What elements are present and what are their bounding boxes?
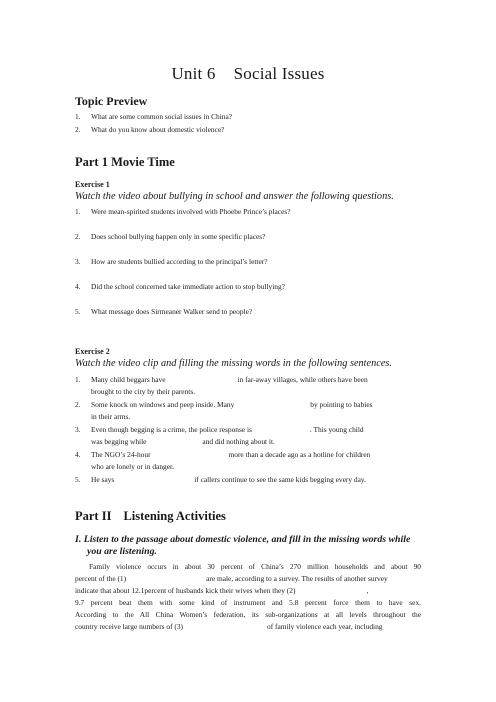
unit-topic: Social Issues: [233, 64, 325, 83]
section1-instruction: I. Listen to the passage about domestic violence, and fill in the missing words while you are listening.: [75, 534, 411, 557]
exercise2-instruction: Watch the video clip and filling the missing words in the following sentences.: [75, 358, 392, 369]
topic-preview-heading: Topic Preview: [75, 94, 148, 108]
document-page: Unit 6 Social Issues Topic Preview 1. What are some common social issues in China? 2. What do you know about domestic violence? Part 1 Movie Time Exercise 1 Watch the video about bullying in school and answer the following questions. 1. Were mean-spirited students involved with Phoebe Prince’s places? 2. Does school bullying happen only in some specific places? 3. How are students bullied according to the principal’s letter? 4. Did the school concerned take immediate action to stop bullying? 5. What message does Sirmeaner Walker send to people? Exercise 2 Watch the video clip and filling the missing words in the following sentences. 1. Many child beggars have in far-away villages, while others have been brought to the city by their parents. 2. Some knock on windows and peep inside. Many by pointing to babies in their arms. 3. Even though begging is a crime, the police response is . This young child was begging while and did nothing about it. 4. The NGO’s 24-hour more than a decade ago as a hotline for children who are lonely or in danger. 5. He says if callers continue to see the same kids begging every day. Part II Listening Activities I. Listen to the passage about domestic violence, and fill in the missing words while you are listening. Family violence occurs in about 30 percent of China’s 270 million households and about 90 percent of the (1) are male, according to a survey. The results of another survey indicate that about 12.1percent of husbands kick their wives when they (2) , 9.7 percent beat them with some kind of instrument and 5.8 percent force them to have sex. According to the All China Women’s federation, its sub-organizations at all levels throughout the country receive large numbers of (3) of family violence each year, including: [0, 0, 496, 702]
exercise1-label: Exercise 1: [75, 180, 110, 189]
unit-label: Unit 6: [171, 64, 216, 83]
part1-heading: Part 1 Movie Time: [75, 155, 175, 169]
page-title: [0, 64, 496, 84]
exercise1-instruction: Watch the video about bullying in school and answer the following questions.: [75, 191, 394, 202]
passage: Family violence occurs in about 30 percent of China’s 270 million households and about 90 percent of the (1) are male, according to a survey. The results of another survey indicate that about 12.1percent of husbands kick their wives when they (2) , 9.7 percent beat them with some kind of instrument and 5.8 percent force them to have sex. According to the All China Women’s federation, its sub-organizations at all levels throughout the country receive large numbers of (3) of family violence each year, including: [75, 562, 421, 632]
exercise2-label: Exercise 2: [75, 347, 110, 356]
part2-heading: Part II Listening Activities: [75, 509, 226, 523]
